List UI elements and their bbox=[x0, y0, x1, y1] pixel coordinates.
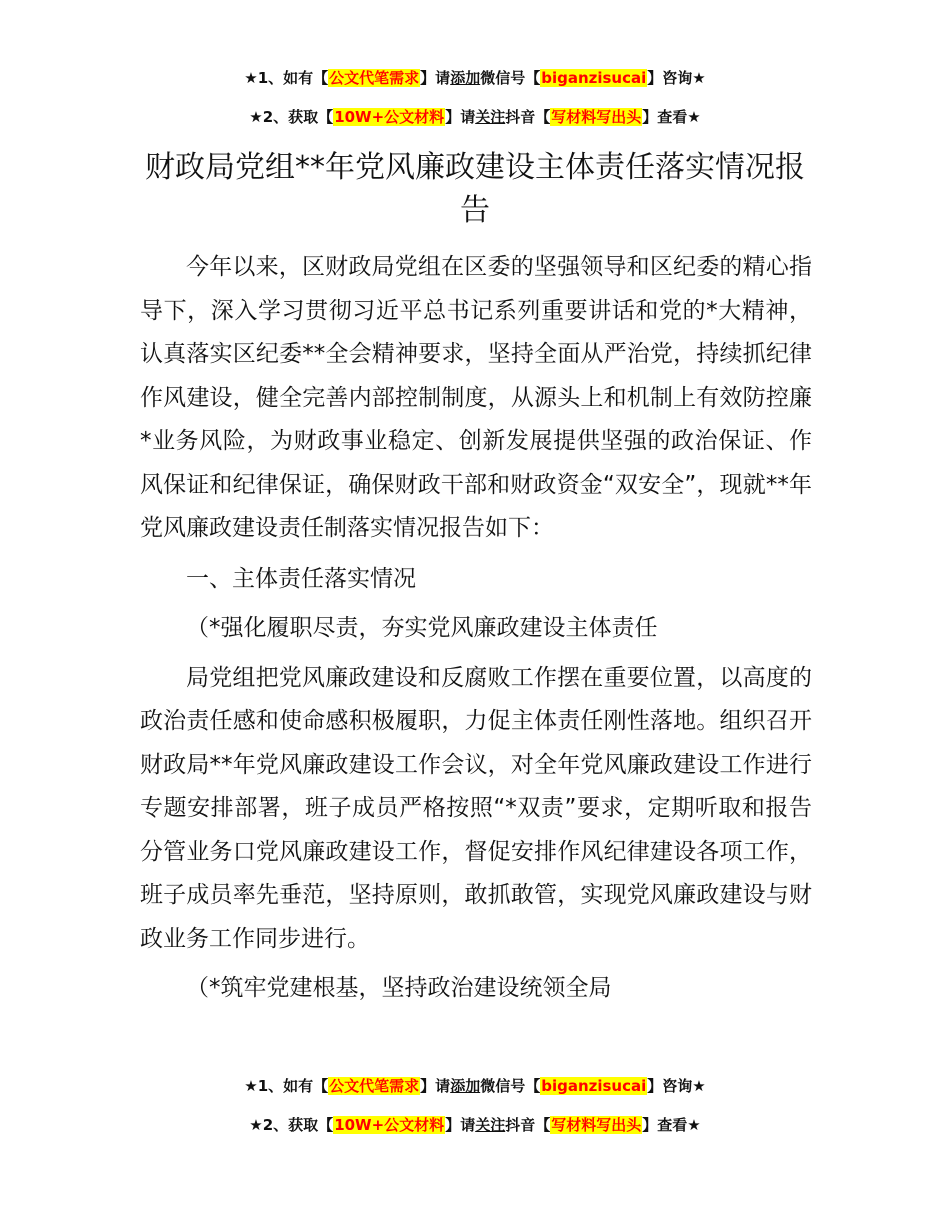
promo-underline: 添加 bbox=[450, 69, 481, 87]
promo-text: ★1、如有【 bbox=[244, 1077, 329, 1095]
subsection-heading: （*筑牢党建根基，坚持政治建设统领全局 bbox=[186, 975, 612, 1001]
promo-highlight: 公文代笔需求 bbox=[329, 69, 420, 87]
promo-highlight: 公文代笔需求 bbox=[329, 1077, 420, 1095]
promo-highlight: biganzisucai bbox=[541, 1077, 647, 1095]
promo-text: 抖音【 bbox=[505, 1116, 551, 1134]
promo-line-2-footer bbox=[0, 1115, 950, 1135]
promo-text: 抖音【 bbox=[505, 108, 551, 126]
promo-text: 】咨询★ bbox=[647, 1077, 706, 1095]
promo-text: 微信号【 bbox=[480, 1077, 541, 1095]
promo-text: 】请 bbox=[445, 1116, 476, 1134]
section-heading: 一、主体责任落实情况 bbox=[186, 565, 416, 592]
promo-line-1 bbox=[0, 68, 950, 88]
promo-text: 】查看★ bbox=[642, 108, 701, 126]
promo-highlight: 写材料写出头 bbox=[551, 108, 642, 126]
promo-highlight: 10W+公文材料 bbox=[334, 108, 445, 126]
promo-text: 】查看★ bbox=[642, 1116, 701, 1134]
body-paragraph: 局党组把党风廉政建设和反腐败工作摆在重要位置，以高度的政治责任感和使命感积极履职，力促主体责任刚性落地。组织召开财政局**年党风廉政建设工作会议，对全年党风廉政建设工作进行专题安排部署，班子成员严格按照“*双责”要求，定期听取和报告分管业务口党风廉政建设工作，督促安排作风纪律建设各项工作，班子成员率先垂范，坚持原则，敢抓敢管，实现党风廉政建设与财政业务工作同步进行。 bbox=[140, 664, 812, 952]
subsection-heading: （*强化履职尽责，夯实党风廉政建设主体责任 bbox=[186, 615, 658, 641]
promo-text: ★2、获取【 bbox=[249, 1116, 334, 1134]
promo-highlight: 10W+公文材料 bbox=[334, 1116, 445, 1134]
intro-paragraph: 今年以来，区财政局党组在区委的坚强领导和区纪委的精心指导下，深入学习贯彻习近平总书记系列重要讲话和党的*大精神，认真落实区纪委**全会精神要求，坚持全面从严治党，持续抓纪律作风建设，健全完善内部控制制度，从源头上和机制上有效防控廉*业务风险，为财政事业稳定、创新发展提供坚强的政治保证、作风保证和纪律保证，确保财政干部和财政资金“双安全”，现就**年党风廉政建设责任制落实情况报告如下： bbox=[140, 254, 812, 541]
promo-highlight: biganzisucai bbox=[541, 69, 647, 87]
promo-underline: 关注 bbox=[475, 1116, 506, 1134]
promo-text: 】请 bbox=[420, 69, 451, 87]
promo-text: 】请 bbox=[420, 1077, 451, 1095]
document-title: 财政局党组**年党风廉政建设主体责任落实情况报告 bbox=[145, 150, 805, 228]
promo-text: 微信号【 bbox=[480, 69, 541, 87]
promo-text: ★2、获取【 bbox=[249, 108, 334, 126]
promo-text: 】咨询★ bbox=[647, 69, 706, 87]
promo-text: ★1、如有【 bbox=[244, 69, 329, 87]
promo-underline: 添加 bbox=[450, 1077, 481, 1095]
document-body bbox=[140, 246, 812, 1011]
promo-line-2 bbox=[0, 107, 950, 127]
promo-highlight: 写材料写出头 bbox=[551, 1116, 642, 1134]
promo-line-1-footer bbox=[0, 1076, 950, 1096]
promo-underline: 关注 bbox=[475, 108, 506, 126]
promo-text: 】请 bbox=[445, 108, 476, 126]
